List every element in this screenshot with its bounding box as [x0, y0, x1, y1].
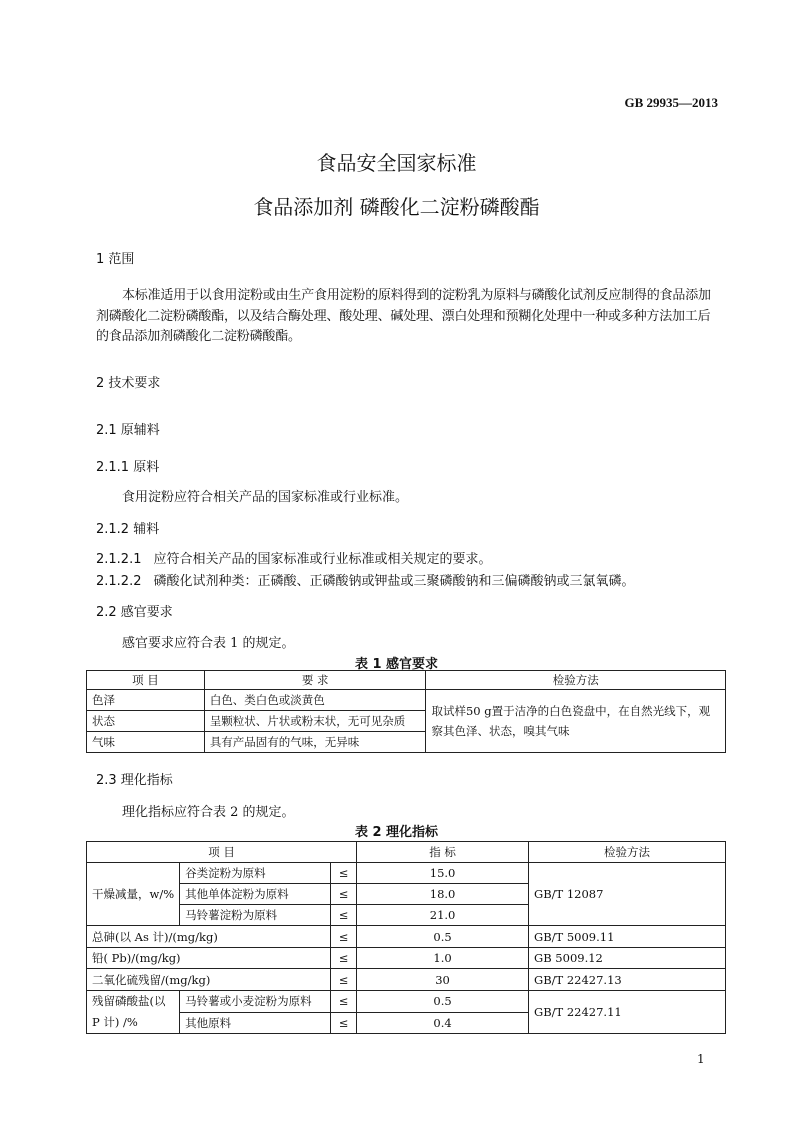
table1-header-method: 检验方法: [426, 671, 726, 690]
table2-sub-item: 其他单体淀粉为原料: [180, 884, 331, 905]
table2-header-item: 项 目: [87, 842, 357, 863]
table2-sub-item: 其他原料: [180, 1012, 331, 1034]
table2-symbol: ≤: [331, 991, 357, 1013]
table2-caption: 表 2 理化指标: [354, 825, 439, 840]
clause-2122-number: 2.1.2.2: [96, 574, 142, 589]
table2-value: 21.0: [357, 905, 529, 926]
table2-value: 1.0: [357, 948, 529, 969]
standard-code: GB 29935—2013: [624, 95, 718, 110]
title-sub: 食品添加剂 磷酸化二淀粉磷酸酯: [253, 195, 540, 219]
table1-requirement: 白色、类白色或淡黄色: [204, 690, 426, 711]
scope-paragraph: 本标准适用于以食用淀粉或由生产食用淀粉的原料得到的淀粉乳为原料与磷酸化试剂反应制得的食品添加剂磷酸化二淀粉磷酸酯，以及结合酶处理、酸处理、碱处理、漂白处理和预糊化处理中一种或多种方法加工后的食品添加剂磷酸化二淀粉磷酸酯。: [96, 288, 711, 344]
table2-symbol: ≤: [331, 969, 357, 991]
table2-symbol: ≤: [331, 1012, 357, 1034]
table2-method: GB 5009.12: [529, 948, 726, 969]
heading-sensory-requirements: 2.2 感官要求: [96, 605, 173, 620]
table2-method: GB/T 12087: [529, 863, 726, 926]
table2-value: 0.5: [357, 991, 529, 1013]
table1-method: 取试样50 g置于洁净的白色瓷盘中，在自然光线下，观察其色泽、状态，嗅其气味: [426, 690, 726, 753]
table2-sub-item: 马铃薯或小麦淀粉为原料: [180, 991, 331, 1013]
table2-symbol: ≤: [331, 926, 357, 948]
table2-symbol: ≤: [331, 884, 357, 905]
heading-main-materials: 2.1.1 原料: [96, 460, 160, 475]
heading-raw-materials: 2.1 原辅料: [96, 423, 160, 438]
table2-value: 15.0: [357, 863, 529, 884]
table1-caption: 表 1 感官要求: [354, 657, 439, 672]
table1-item: 色泽: [87, 690, 205, 711]
table2-item: 二氧化硫残留/(mg/kg): [87, 969, 331, 991]
clause-2121-text: 应符合相关产品的国家标准或行业标准或相关规定的要求。: [153, 552, 492, 567]
heading-physicochemical-indicators: 2.3 理化指标: [96, 773, 173, 788]
table1-requirement: 具有产品固有的气味，无异味: [204, 732, 426, 753]
table2-value: 0.5: [357, 926, 529, 948]
table1-item: 气味: [87, 732, 205, 753]
title-main: 食品安全国家标准: [316, 151, 477, 175]
table2-phosphate-label: 残留磷酸盐(以 P 计) /%: [87, 991, 180, 1034]
table-sensory-requirements: [86, 670, 726, 753]
clause-2122-text: 磷酸化试剂种类：正磷酸、正磷酸钠或钾盐或三聚磷酸钠和三偏磷酸钠或三氯氧磷。: [153, 574, 635, 589]
table1-header-requirement: 要 求: [204, 671, 426, 690]
heading-auxiliary-materials: 2.1.2 辅料: [96, 522, 160, 537]
clause-2122: [96, 570, 635, 589]
heading-scope: 1 范围: [96, 252, 135, 267]
clause-2121: [96, 548, 492, 567]
heading-technical-requirements: 2 技术要求: [96, 376, 161, 391]
table1-item: 状态: [87, 711, 205, 732]
sensory-paragraph: 感官要求应符合表 1 的规定。: [122, 636, 295, 651]
table2-symbol: ≤: [331, 948, 357, 969]
table2-value: 30: [357, 969, 529, 991]
table2-method: GB/T 22427.13: [529, 969, 726, 991]
table1-requirement: 呈颗粒状、片状或粉末状，无可见杂质: [204, 711, 426, 732]
table2-symbol: ≤: [331, 905, 357, 926]
table2-header-value: 指 标: [357, 842, 529, 863]
table-physicochemical-indicators: [86, 841, 726, 1034]
physicochemical-paragraph: 理化指标应符合表 2 的规定。: [122, 805, 295, 820]
table2-header-method: 检验方法: [529, 842, 726, 863]
table2-sub-item: 谷类淀粉为原料: [180, 863, 331, 884]
table2-value: 18.0: [357, 884, 529, 905]
clause-2121-number: 2.1.2.1: [96, 552, 142, 567]
table2-item: 总砷(以 As 计)/(mg/kg): [87, 926, 331, 948]
table2-sub-item: 马铃薯淀粉为原料: [180, 905, 331, 926]
table2-method: GB/T 5009.11: [529, 926, 726, 948]
table1-header-item: 项 目: [87, 671, 205, 690]
table2-dry-loss-label: 干燥减量，w/%: [87, 863, 180, 926]
table2-symbol: ≤: [331, 863, 357, 884]
table2-item: 铅( Pb)/(mg/kg): [87, 948, 331, 969]
table2-value: 0.4: [357, 1012, 529, 1034]
page-number: 1: [697, 1052, 705, 1066]
main-materials-paragraph: 食用淀粉应符合相关产品的国家标准或行业标准。: [122, 490, 409, 505]
table2-method: GB/T 22427.11: [529, 991, 726, 1034]
